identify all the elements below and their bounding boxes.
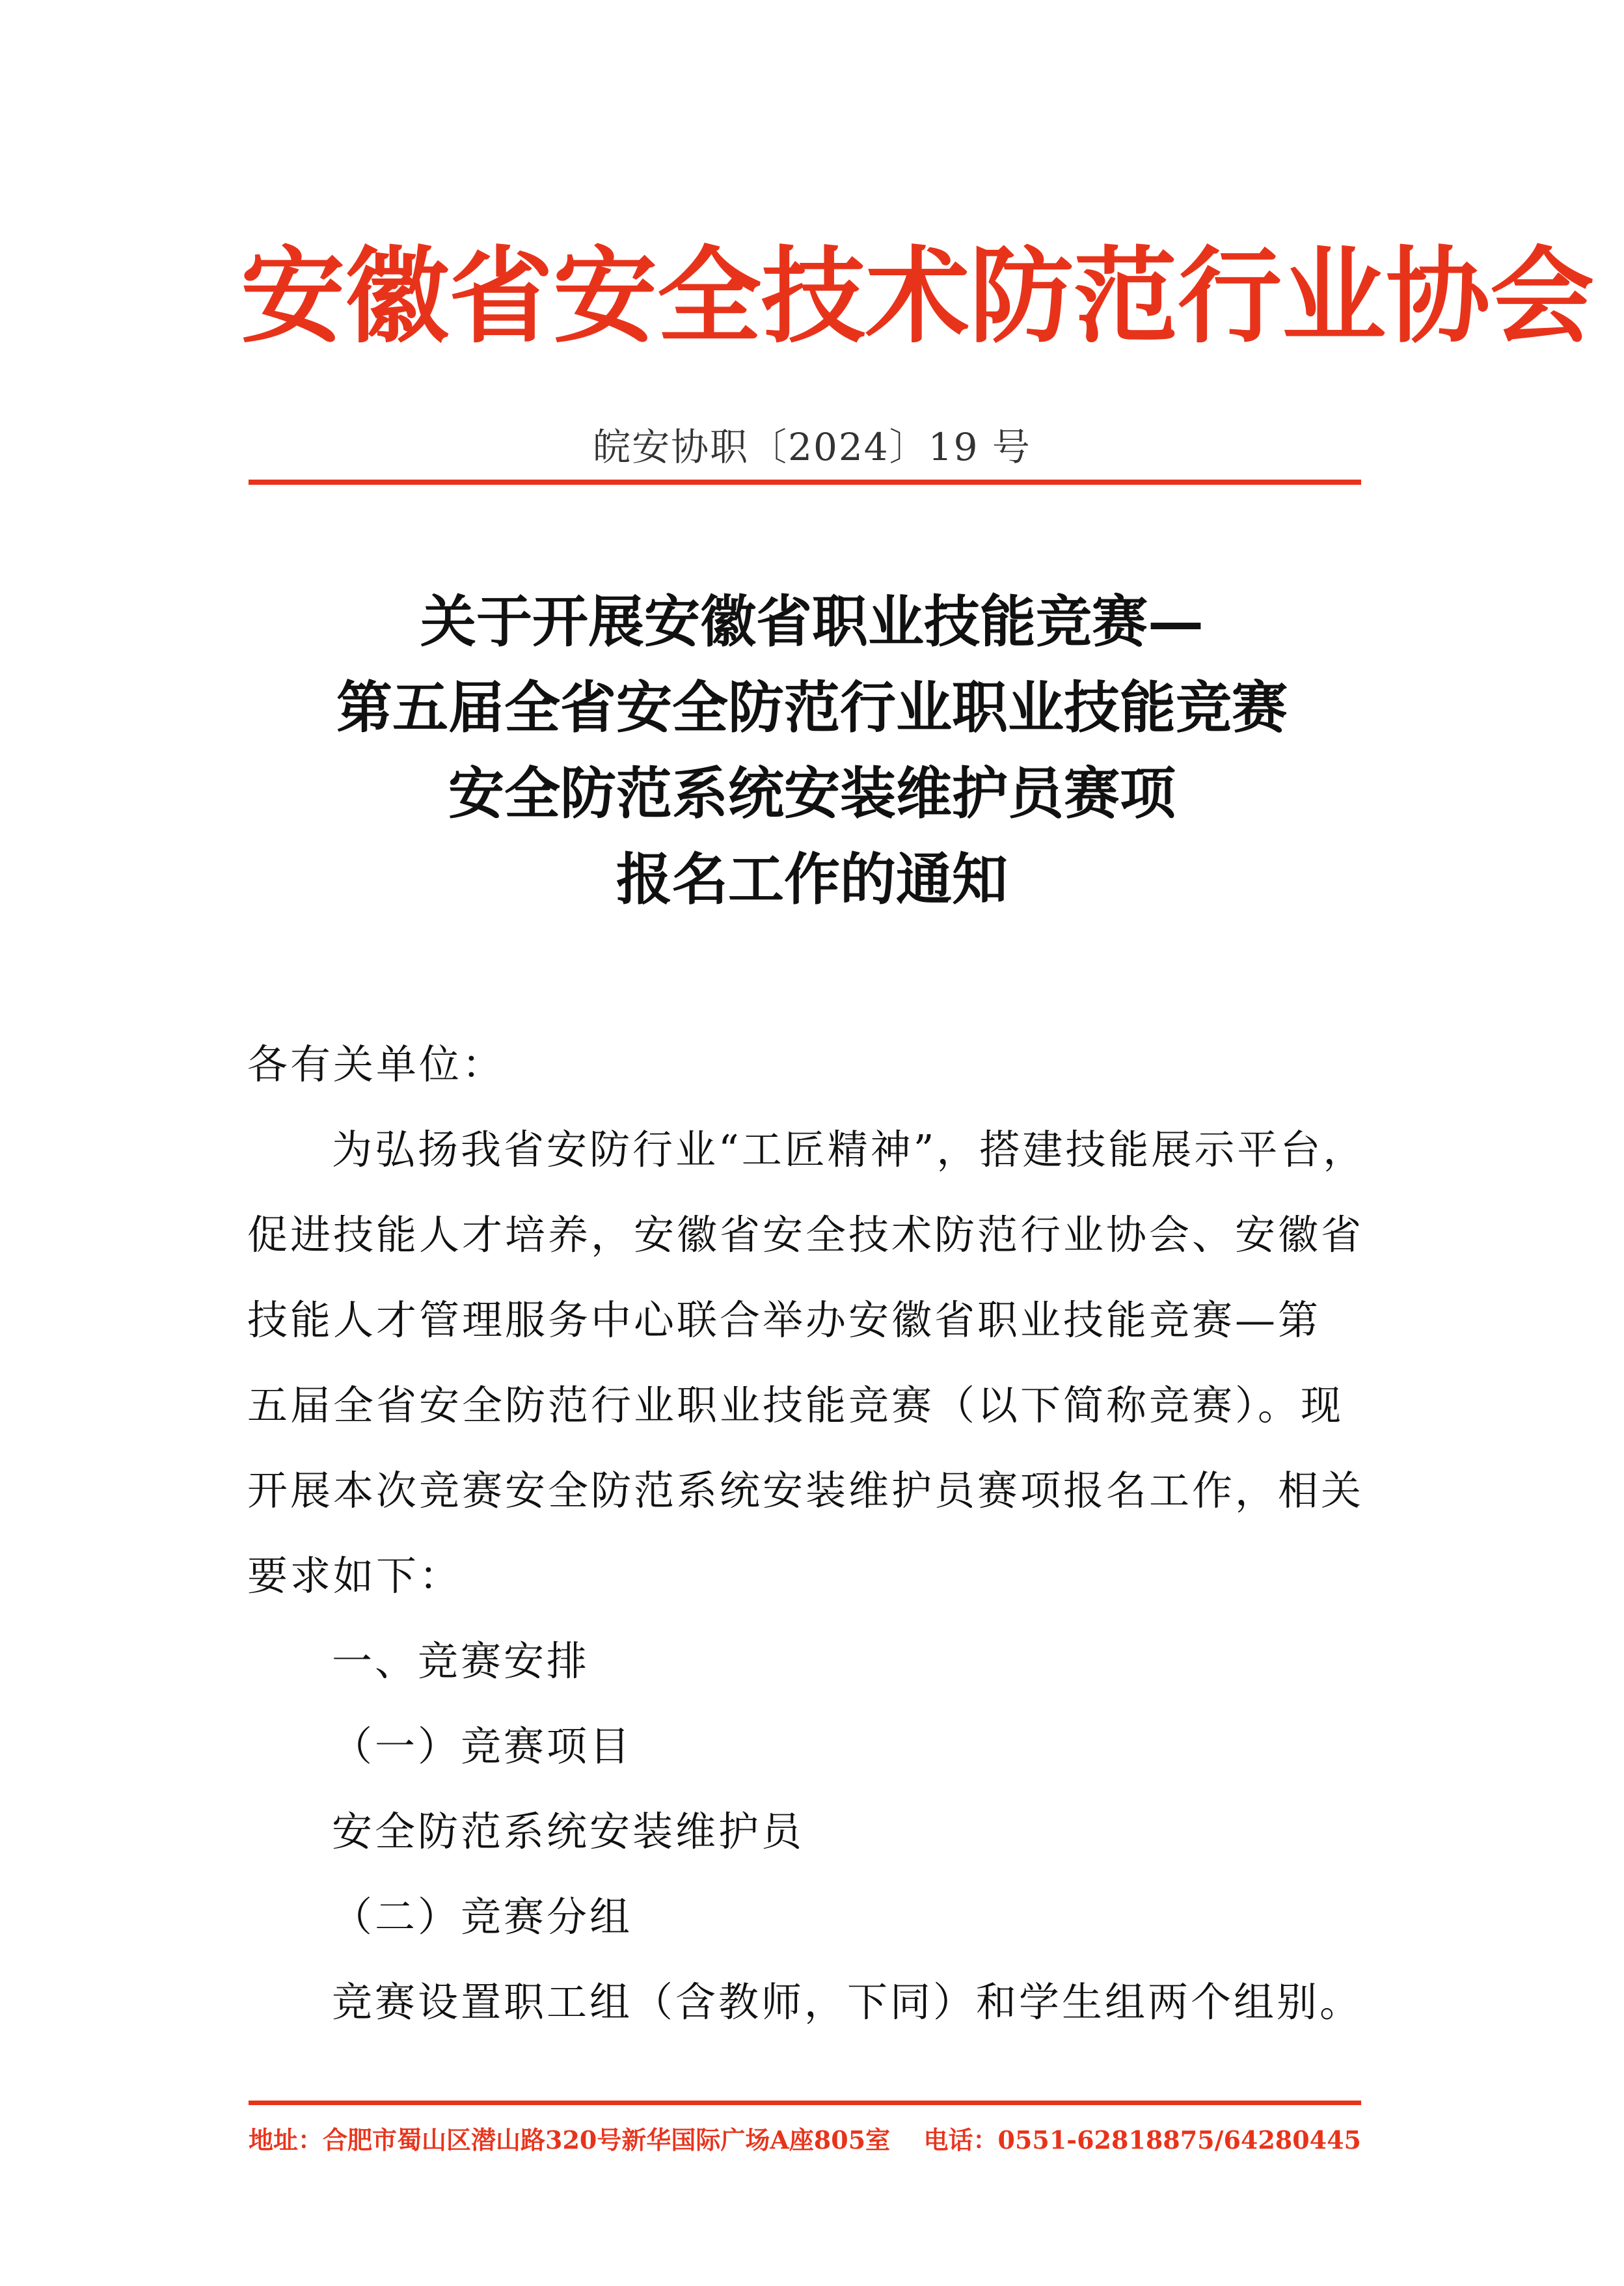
organization-name: 安徽省安全技术防范行业协会	[241, 235, 1595, 357]
intro-paragraph	[247, 1107, 1366, 1618]
competition-item-text: 安全防范系统安装维护员	[332, 1808, 805, 1855]
intro-line-2: 促进技能人才培养，安徽省安全技术防范行业协会、安徽省	[247, 1211, 1364, 1259]
footer-phone: 电话：0551-62818875/64280445	[923, 2125, 1361, 2155]
intro-line-4: 五届全省安全防范行业职业技能竞赛（以下简称竞赛）。现	[247, 1381, 1344, 1429]
subheading-competition-groups: （二）竞赛分组	[332, 1893, 633, 1940]
intro-line-1: 为弘扬我省安防行业“工匠精神”，搭建技能展示平台，	[332, 1126, 1366, 1173]
intro-line-5: 开展本次竞赛安全防范系统安装维护员赛项报名工作，相关	[247, 1467, 1364, 1514]
addressee: 各有关单位：	[247, 1041, 506, 1088]
subheading-competition-item: （一）竞赛项目	[332, 1722, 633, 1770]
footer	[249, 2120, 1361, 2159]
intro-line-6: 要求如下：	[247, 1552, 463, 1599]
document-number: 皖安协职〔2024〕19 号	[593, 425, 1031, 469]
title-line-4: 报名工作的通知	[616, 847, 1008, 912]
intro-line-3: 技能人才管理服务中心联合举办安徽省职业技能竞赛—第	[247, 1296, 1321, 1344]
title-line-2: 第五届全省安全防范行业职业技能竞赛	[336, 675, 1288, 741]
document-body	[247, 1022, 1366, 2045]
title-line-1: 关于开展安徽省职业技能竞赛—	[420, 589, 1204, 655]
section-heading-arrangement: 一、竞赛安排	[332, 1637, 590, 1685]
header-red-rule	[249, 480, 1361, 485]
document-title	[0, 579, 1624, 923]
footer-red-rule	[249, 2101, 1361, 2105]
competition-groups-text: 竞赛设置职工组（含教师，下同）和学生组两个组别。	[332, 1978, 1363, 2026]
footer-address: 地址：合肥市蜀山区潜山路320号新华国际广场A座805室	[249, 2125, 891, 2155]
title-line-3: 安全防范系统安装维护员赛项	[448, 761, 1176, 826]
